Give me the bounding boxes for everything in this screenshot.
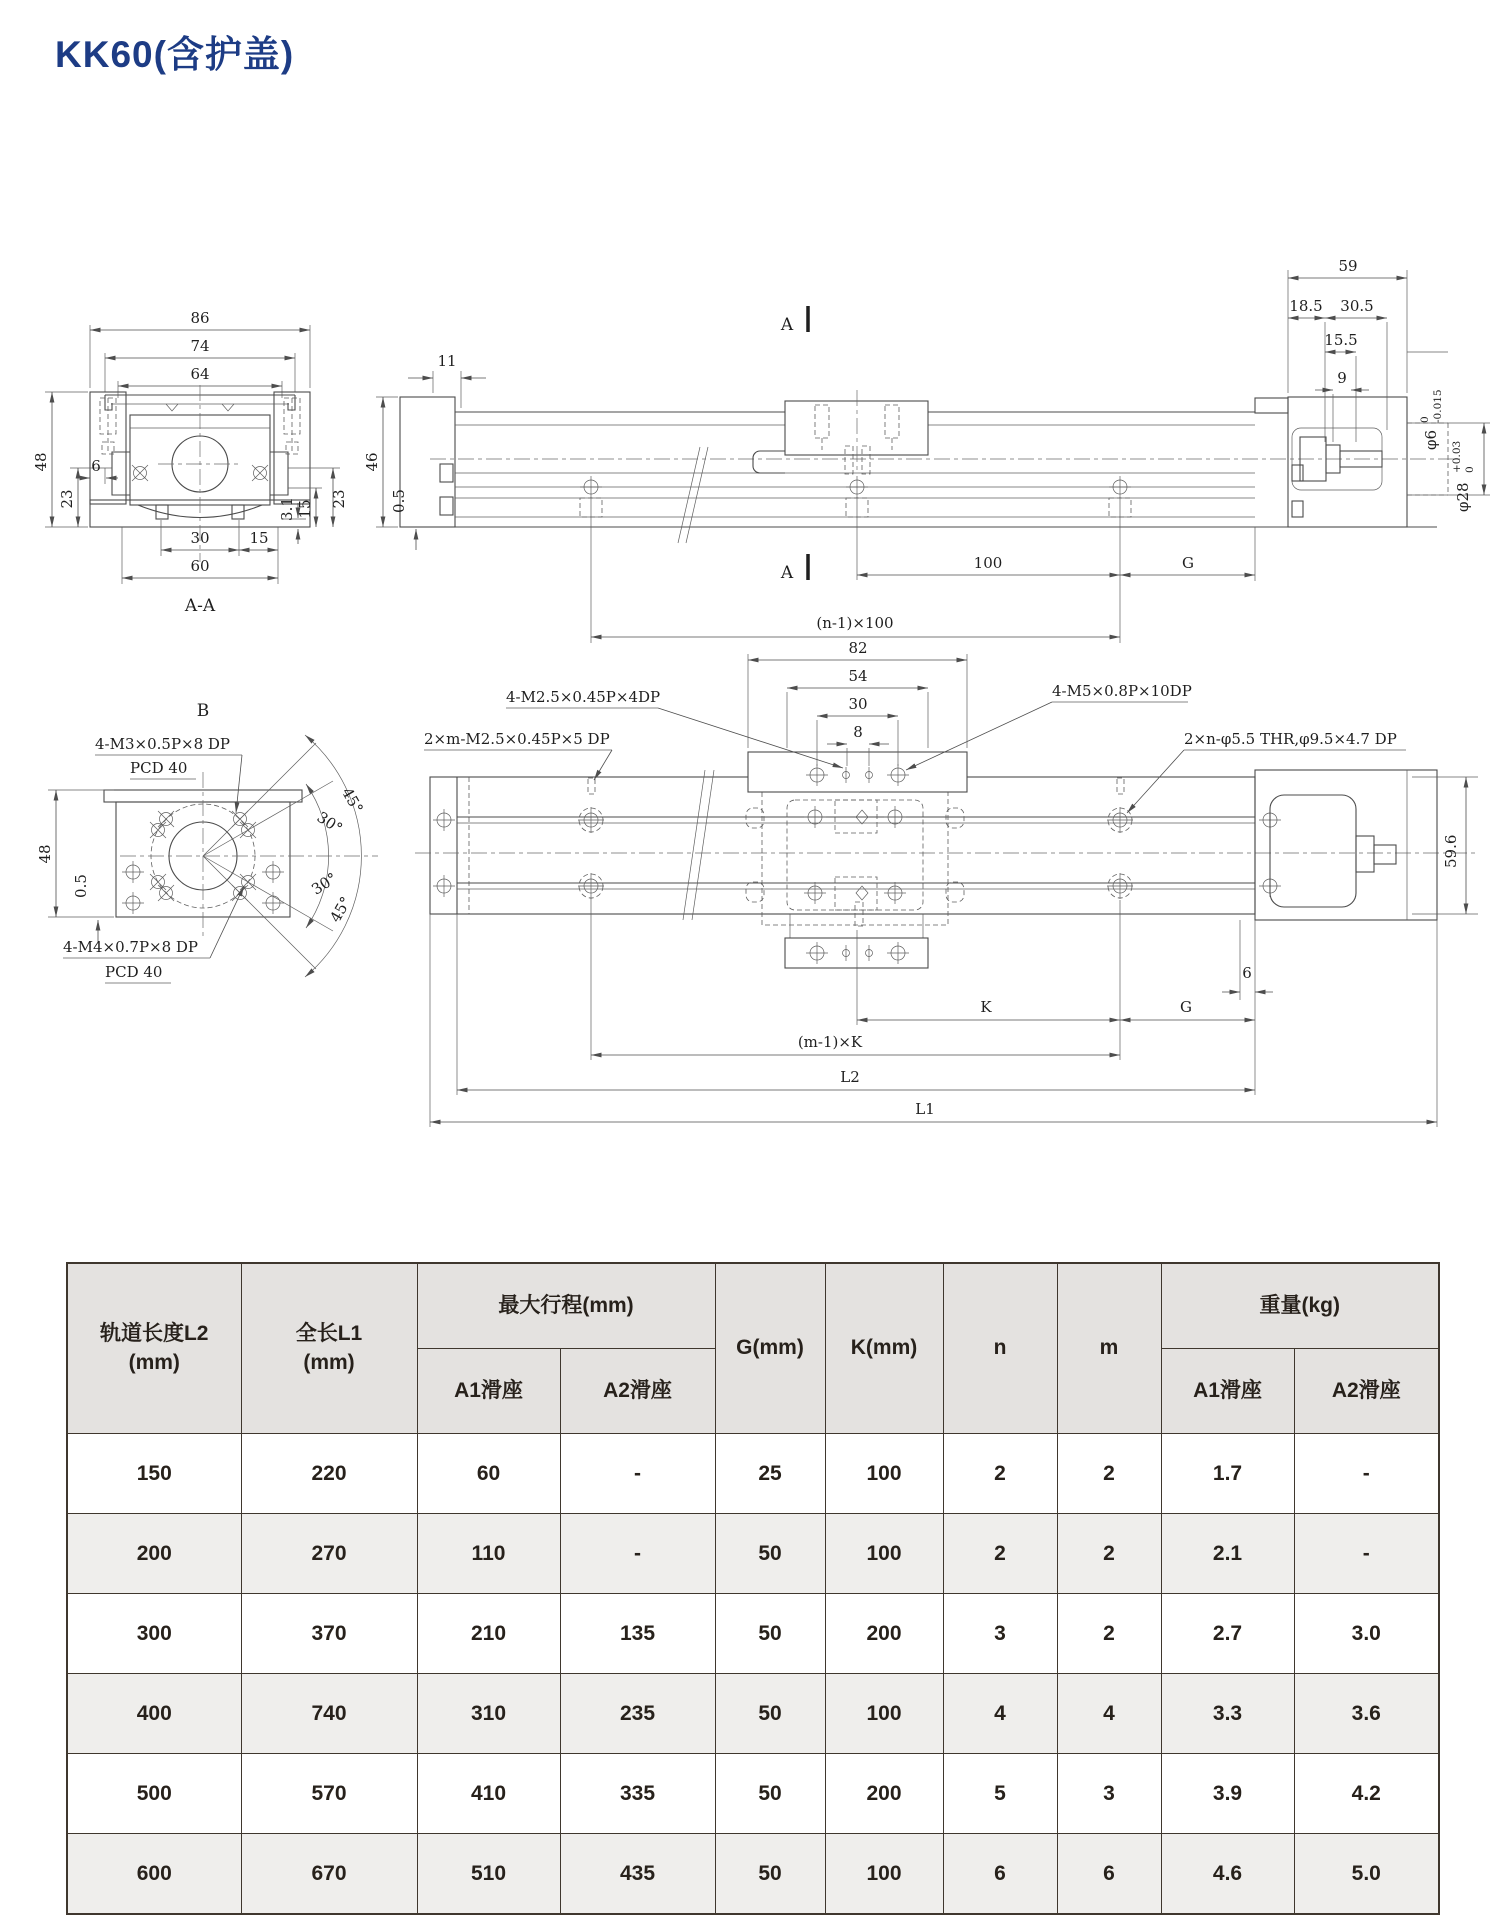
callout-m5: 4-M5×0.8P×10DP bbox=[1052, 682, 1192, 700]
table-cell: 4 bbox=[1057, 1674, 1161, 1754]
table-cell: 50 bbox=[715, 1514, 825, 1594]
callout-m4: 4-M4×0.7P×8 DP bbox=[63, 938, 199, 956]
view-label-b: B bbox=[196, 701, 210, 721]
plan-motor-housing bbox=[1255, 770, 1437, 920]
header-weight-a1: A1滑座 bbox=[1161, 1349, 1294, 1434]
callout-m2-5-plate: 4-M2.5×0.45P×4DP bbox=[506, 688, 661, 706]
side-view bbox=[363, 257, 1490, 643]
table-row bbox=[67, 1834, 1439, 1915]
table-cell: 50 bbox=[715, 1754, 825, 1834]
header-m: m bbox=[1057, 1263, 1161, 1434]
table-row bbox=[67, 1434, 1439, 1514]
table-cell: 2.1 bbox=[1161, 1514, 1294, 1594]
dim-15-right: 15 bbox=[296, 499, 314, 519]
table-cell: - bbox=[1294, 1514, 1439, 1594]
table-cell: 6 bbox=[943, 1834, 1057, 1915]
header-stroke-a1: A1滑座 bbox=[417, 1349, 560, 1434]
dim-l2: L2 bbox=[840, 1068, 860, 1086]
header-weight-a2: A2滑座 bbox=[1294, 1349, 1439, 1434]
table-cell: 3.0 bbox=[1294, 1594, 1439, 1674]
dim-phi6-lower-tol: -0.015 bbox=[1432, 389, 1444, 423]
dim-59-6: 59.6 bbox=[1442, 834, 1460, 868]
dim-phi6: φ6 bbox=[1422, 429, 1440, 450]
table-cell: 2 bbox=[1057, 1514, 1161, 1594]
dim-23-right: 23 bbox=[330, 489, 348, 509]
table-cell: 2 bbox=[1057, 1594, 1161, 1674]
callout-phi5-5: 2×n-φ5.5 THR,φ9.5×4.7 DP bbox=[1184, 730, 1397, 748]
dim-15-bottom: 15 bbox=[249, 529, 269, 547]
dim-30-plate: 30 bbox=[848, 695, 868, 713]
table-cell: 270 bbox=[241, 1514, 417, 1594]
dim-45-top: 45° bbox=[337, 784, 367, 817]
dim-86: 86 bbox=[190, 309, 210, 327]
table-cell: 3 bbox=[1057, 1754, 1161, 1834]
dim-23-left: 23 bbox=[58, 489, 76, 509]
callout-m3-pcd: PCD 40 bbox=[130, 759, 188, 777]
table-cell: 100 bbox=[825, 1834, 943, 1915]
dim-6-section: 6 bbox=[91, 457, 101, 475]
table-cell: 2 bbox=[943, 1434, 1057, 1514]
section-mark-a-top: A bbox=[780, 315, 794, 335]
table-cell: 670 bbox=[241, 1834, 417, 1915]
header-stroke-a2: A2滑座 bbox=[560, 1349, 715, 1434]
header-rail-length-line1: 轨道长度L2 bbox=[99, 1322, 209, 1346]
dim-k: K bbox=[980, 998, 992, 1016]
dim-9: 9 bbox=[1337, 369, 1347, 387]
header-total-length-line2: (mm) bbox=[303, 1350, 355, 1374]
table-cell: 5.0 bbox=[1294, 1834, 1439, 1915]
dim-74: 74 bbox=[190, 337, 210, 355]
table-cell: 2 bbox=[1057, 1434, 1161, 1514]
header-max-stroke: 最大行程(mm) bbox=[417, 1263, 715, 1349]
table-cell: 4.6 bbox=[1161, 1834, 1294, 1915]
dim-18-5: 18.5 bbox=[1289, 297, 1323, 315]
dim-phi28: φ28 bbox=[1454, 482, 1472, 512]
table-cell: 600 bbox=[67, 1834, 241, 1915]
table-cell: 25 bbox=[715, 1434, 825, 1514]
table-cell: 400 bbox=[67, 1674, 241, 1754]
section-label: A-A bbox=[184, 596, 216, 616]
header-rail-length bbox=[67, 1263, 241, 1434]
header-n: n bbox=[943, 1263, 1057, 1434]
plan-top-plate bbox=[748, 752, 967, 792]
dim-phi28-upper-tol: +0.03 bbox=[1451, 440, 1463, 473]
table-row bbox=[67, 1594, 1439, 1674]
table-cell: 200 bbox=[825, 1754, 943, 1834]
table-cell: 1.7 bbox=[1161, 1434, 1294, 1514]
table-cell: 335 bbox=[560, 1754, 715, 1834]
dim-11: 11 bbox=[437, 352, 457, 370]
dim-59: 59 bbox=[1338, 257, 1358, 275]
dim-30-5: 30.5 bbox=[1340, 297, 1374, 315]
table-row bbox=[67, 1754, 1439, 1834]
table-cell: 220 bbox=[241, 1434, 417, 1514]
table-cell: 150 bbox=[67, 1434, 241, 1514]
table-cell: 2.7 bbox=[1161, 1594, 1294, 1674]
header-g: G(mm) bbox=[715, 1263, 825, 1434]
callout-m4-pcd: PCD 40 bbox=[105, 963, 163, 981]
dim-m-pitch: (m-1)×K bbox=[797, 1033, 863, 1051]
table-cell: 100 bbox=[825, 1434, 943, 1514]
dim-6-plan: 6 bbox=[1242, 964, 1252, 982]
dim-15-5: 15.5 bbox=[1324, 331, 1358, 349]
dim-54: 54 bbox=[848, 667, 868, 685]
table-cell: 200 bbox=[825, 1594, 943, 1674]
header-total-length-line1: 全长L1 bbox=[295, 1322, 363, 1346]
table-cell: 410 bbox=[417, 1754, 560, 1834]
dim-0-5-side: 0.5 bbox=[390, 489, 408, 513]
dim-8: 8 bbox=[853, 723, 863, 741]
spec-table-wrap bbox=[66, 1262, 1440, 1915]
callout-m3: 4-M3×0.5P×8 DP bbox=[95, 735, 231, 753]
table-row bbox=[67, 1514, 1439, 1594]
table-cell: - bbox=[560, 1434, 715, 1514]
header-k: K(mm) bbox=[825, 1263, 943, 1434]
table-cell: 300 bbox=[67, 1594, 241, 1674]
table-cell: 3.3 bbox=[1161, 1674, 1294, 1754]
table-cell: 60 bbox=[417, 1434, 560, 1514]
callout-m2-5-rail: 2×m-M2.5×0.45P×5 DP bbox=[424, 730, 610, 748]
dim-n-pitch: (n-1)×100 bbox=[816, 614, 894, 632]
end-view-b bbox=[36, 701, 378, 983]
spec-table bbox=[66, 1262, 1440, 1915]
table-cell: 200 bbox=[67, 1514, 241, 1594]
page-title: KK60(含护盖) bbox=[55, 34, 295, 75]
table-cell: 50 bbox=[715, 1594, 825, 1674]
table-cell: 370 bbox=[241, 1594, 417, 1674]
dim-30-top: 30° bbox=[313, 808, 346, 838]
table-cell: 5 bbox=[943, 1754, 1057, 1834]
table-cell: - bbox=[560, 1514, 715, 1594]
table-cell: 50 bbox=[715, 1834, 825, 1915]
dim-phi28-lower-tol: 0 bbox=[1464, 466, 1476, 473]
table-cell: 3.6 bbox=[1294, 1674, 1439, 1754]
dim-3-1: 3.1 bbox=[278, 497, 296, 521]
dim-82: 82 bbox=[848, 639, 868, 657]
table-cell: 6 bbox=[1057, 1834, 1161, 1915]
table-cell: 235 bbox=[560, 1674, 715, 1754]
dim-100: 100 bbox=[973, 554, 1003, 572]
table-cell: 310 bbox=[417, 1674, 560, 1754]
header-weight: 重量(kg) bbox=[1161, 1263, 1439, 1349]
table-cell: 510 bbox=[417, 1834, 560, 1915]
dim-48-section: 48 bbox=[32, 452, 50, 472]
table-cell: 435 bbox=[560, 1834, 715, 1915]
dim-0-5-endview: 0.5 bbox=[72, 874, 90, 898]
plan-bottom-plate bbox=[785, 914, 928, 968]
table-cell: 110 bbox=[417, 1514, 560, 1594]
section-mark-a-bottom: A bbox=[780, 563, 794, 583]
table-cell: 500 bbox=[67, 1754, 241, 1834]
table-cell: 4.2 bbox=[1294, 1754, 1439, 1834]
table-cell: 4 bbox=[943, 1674, 1057, 1754]
dim-64: 64 bbox=[190, 365, 210, 383]
dim-phi6-upper-tol: 0 bbox=[1419, 416, 1431, 423]
table-cell: 50 bbox=[715, 1674, 825, 1754]
table-cell: 740 bbox=[241, 1674, 417, 1754]
table-cell: 2 bbox=[943, 1514, 1057, 1594]
plan-carriage bbox=[746, 785, 964, 925]
dim-60: 60 bbox=[190, 557, 210, 575]
dim-46: 46 bbox=[363, 452, 381, 472]
side-carriage bbox=[753, 390, 928, 474]
dim-45-bottom: 45° bbox=[326, 893, 356, 926]
dim-30-section: 30 bbox=[190, 529, 210, 547]
table-cell: 3.9 bbox=[1161, 1754, 1294, 1834]
dim-48-endview: 48 bbox=[36, 844, 54, 864]
table-row bbox=[67, 1674, 1439, 1754]
table-cell: 210 bbox=[417, 1594, 560, 1674]
dim-g-side: G bbox=[1182, 554, 1194, 572]
header-total-length bbox=[241, 1263, 417, 1434]
dim-30-bottom: 30° bbox=[308, 869, 341, 899]
table-cell: 100 bbox=[825, 1674, 943, 1754]
dim-l1: L1 bbox=[915, 1100, 935, 1118]
table-cell: 3 bbox=[943, 1594, 1057, 1674]
table-cell: 570 bbox=[241, 1754, 417, 1834]
header-rail-length-line2: (mm) bbox=[128, 1350, 180, 1374]
plan-view bbox=[415, 639, 1478, 1127]
table-cell: 100 bbox=[825, 1514, 943, 1594]
section-view-aa bbox=[32, 309, 348, 616]
dim-g-plan: G bbox=[1180, 998, 1192, 1016]
table-cell: - bbox=[1294, 1434, 1439, 1514]
table-cell: 135 bbox=[560, 1594, 715, 1674]
